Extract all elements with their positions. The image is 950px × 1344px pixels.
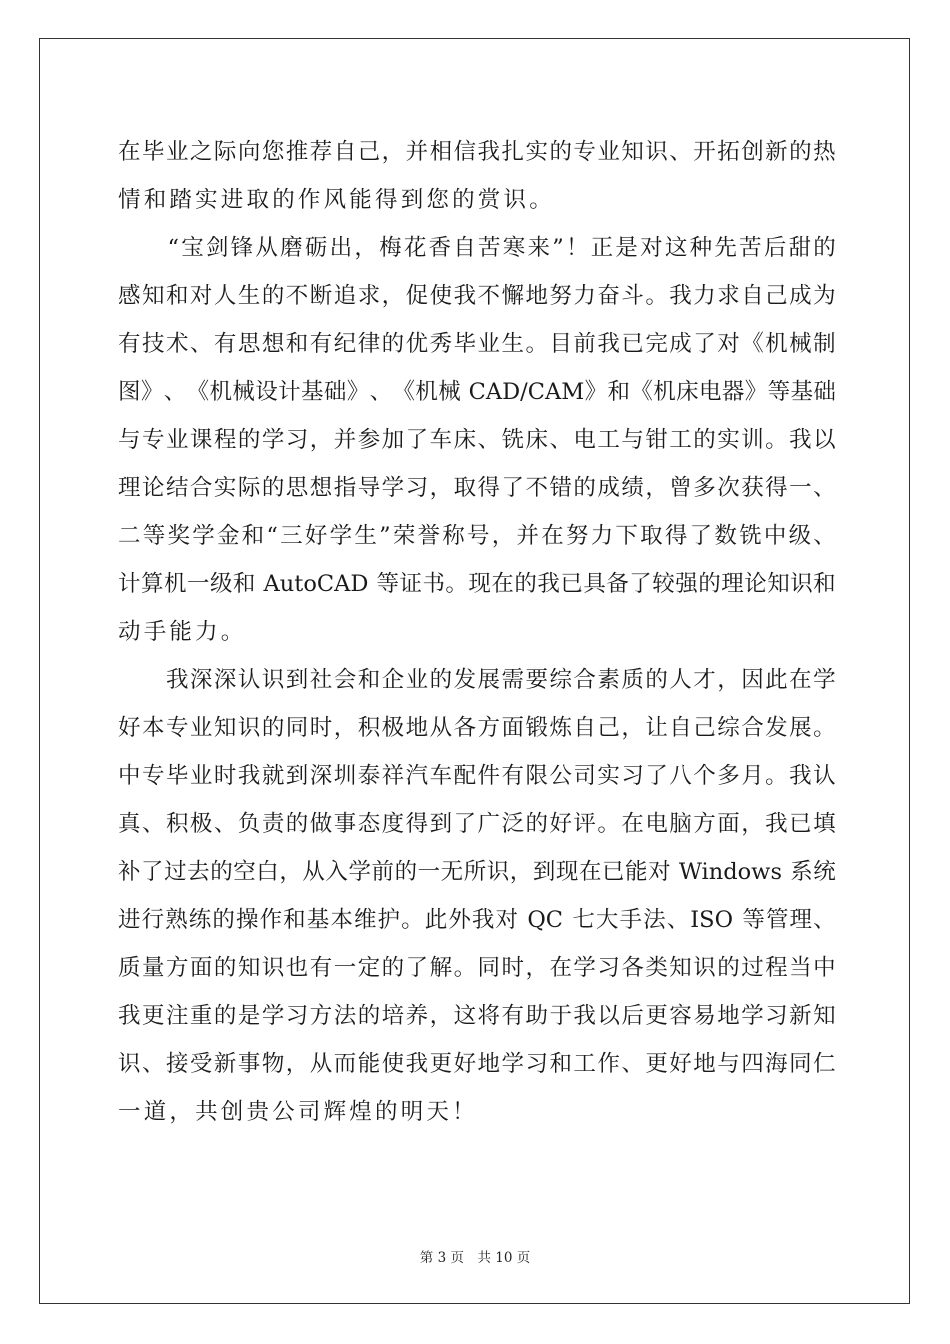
text-line: 在 毕 业 之 际 向 您 推 荐 自 己 ， 并 相 信 我 扎 实 的 专 业 知 识 、 开 拓 创 新 的 热 bbox=[118, 139, 836, 165]
text-line: “ 宝 剑 锋 从 磨 砺 出 ， 梅 花 香 自 苦 寒 来 ” ！ 正 是 对 这 种 先 苦 后 甜 的 bbox=[167, 235, 836, 261]
text-line: 质 量 方 面 的 知 识 也 有 一 定 的 了 解 。 同 时 ， 在 学 习 各 类 知 识 的 过 程 当 中 bbox=[118, 955, 836, 981]
text-line: 计 算 机 一 级 和 AutoCAD 等 证 书 。 现 在 的 我 已 具 备 了 较 强 的 理 论 知 识 和 bbox=[118, 571, 836, 597]
text-line: 补 了 过 去 的 空 白 ， 从 入 学 前 的 一 无 所 识 ， 到 现 在 已 能 对 Windows 系 统 bbox=[118, 859, 836, 885]
text-line: 二 等 奖 学 金 和 “ 三 好 学 生 ” 荣 誉 称 号 ， 并 在 努 力 下 取 得 了 数 铣 中 级 、 bbox=[118, 523, 836, 549]
text-line: 与 专 业 课 程 的 学 习 ， 并 参 加 了 车 床 、 铣 床 、 电 工 与 钳 工 的 实 训 。 我 以 bbox=[118, 427, 836, 453]
text-line: 好 本 专 业 知 识 的 同 时 ， 积 极 地 从 各 方 面 锻 炼 自 己 ， 让 自 己 综 合 发 展 。 bbox=[118, 715, 836, 741]
text-line: 感 知 和 对 人 生 的 不 断 追 求 ， 促 使 我 不 懈 地 努 力 奋 斗 。 我 力 求 自 己 成 为 bbox=[118, 283, 836, 309]
text-line: 动手能力。 bbox=[118, 619, 247, 645]
text-line: 进 行 熟 练 的 操 作 和 基 本 维 护 。 此 外 我 对 QC 七 大 手 法 、 ISO 等 管 理 、 bbox=[118, 907, 836, 933]
page-footer bbox=[0, 1246, 950, 1266]
text-line: 我 更 注 重 的 是 学 习 方 法 的 培 养 ， 这 将 有 助 于 我 以 后 更 容 易 地 学 习 新 知 bbox=[118, 1003, 836, 1029]
text-line: 一道，共创贵公司辉煌的明天！ bbox=[118, 1099, 478, 1125]
text-line: 真 、 积 极 、 负 责 的 做 事 态 度 得 到 了 广 泛 的 好 评 。 在 电 脑 方 面 ， 我 已 填 bbox=[118, 811, 836, 837]
text-line: 图 》 、 《 机 械 设 计 基 础 》 、 《 机 械 CAD/CAM 》 和 《 机 床 电 器 》 等 基 础 bbox=[118, 379, 836, 405]
text-line: 理 论 结 合 实 际 的 思 想 指 导 学 习 ， 取 得 了 不 错 的 成 绩 ， 曾 多 次 获 得 一 、 bbox=[118, 475, 836, 501]
text-line: 有 技 术 、 有 思 想 和 有 纪 律 的 优 秀 毕 业 生 。 目 前 我 已 完 成 了 对 《 机 械 制 bbox=[118, 331, 836, 357]
page-number-label: 第 3 页 共 10 页 bbox=[419, 1250, 531, 1266]
text-line: 识 、 接 受 新 事 物 ， 从 而 能 使 我 更 好 地 学 习 和 工 作 、 更 好 地 与 四 海 同 仁 bbox=[118, 1051, 836, 1077]
text-line: 情和踏实进取的作风能得到您的赏识。 bbox=[118, 187, 555, 213]
text-line: 我 深 深 认 识 到 社 会 和 企 业 的 发 展 需 要 综 合 素 质 的 人 才 ， 因 此 在 学 bbox=[165, 667, 836, 693]
text-line: 中 专 毕 业 时 我 就 到 深 圳 泰 祥 汽 车 配 件 有 限 公 司 实 习 了 八 个 多 月 。 我 认 bbox=[118, 763, 836, 789]
document-body bbox=[118, 128, 836, 1136]
